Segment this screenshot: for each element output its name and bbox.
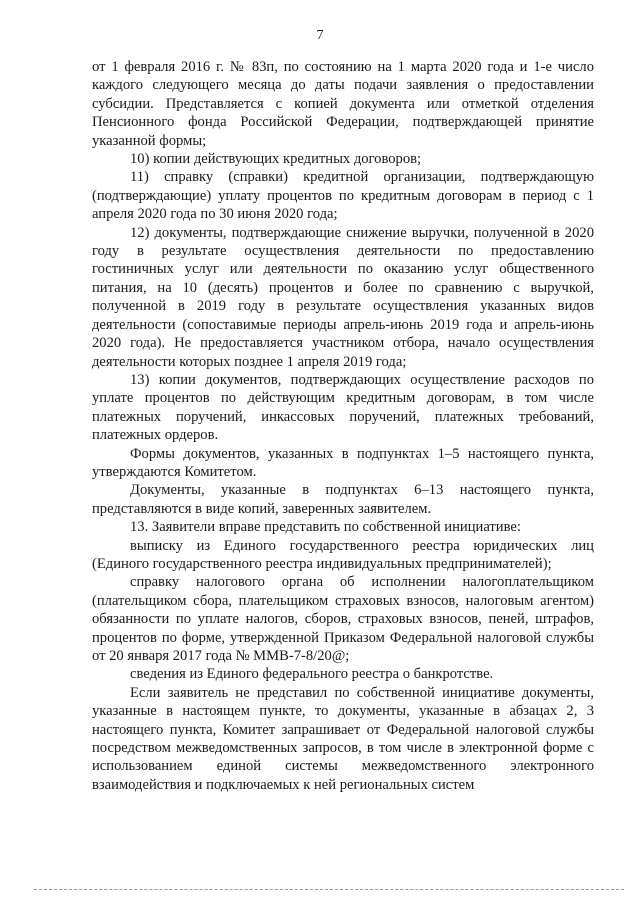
paragraph-tax-certificate: справку налогового органа об исполнении налогоплательщиком (плательщиком сбора, плательщиком страховых взносов, налоговым агентом) обязанности по уплате налогов, сборов, страховых взносов, пеней, штрафов, процентов по форме, утвержденной Приказом Федеральной налоговой службы от 20 января 2017 года № ММВ-7-8/20@; — [92, 574, 594, 664]
paragraph-forms-approval: Формы документов, указанных в подпунктах 1–5 настоящего пункта, утверждаются Комитетом. — [92, 445, 594, 480]
paragraph-interagency-requests: Если заявитель не представил по собственной инициативе документы, указанные в настоящем пункте, то документы, указанные в абзацах 2, 3 настоящего пункта, Комитет запрашивает от Федеральной налоговой службы посредством межведомственных запросов, в том числе в электронной форме с использованием единой системы межведомственного электронного взаимодействия и подключаемых к ней региональных систем — [92, 684, 594, 793]
footer-divider — [34, 889, 624, 890]
paragraph-egrul-extract: выписку из Единого государственного реестра юридических лиц (Единого государственного реестра индивидуальных предпринимателей); — [92, 537, 594, 572]
document-body — [92, 58, 594, 794]
paragraph-bankruptcy-register: сведения из Единого федерального реестра о банкротстве. — [130, 666, 494, 683]
paragraph-item-11: 11) справку (справки) кредитной организации, подтверждающую (подтверждающие) уплату процентов по кредитным договорам в период с 1 апреля 2020 года по 30 июня 2020 года; — [92, 169, 594, 223]
paragraph-item-12: 12) документы, подтверждающие снижение выручки, полученной в 2020 году в результате осуществления деятельности по предоставлению гостиничных услуг или деятельности по оказанию услуг общественного питания, на 10 (десять) процентов и более по сравнению с выручкой, полученной в 2019 году в результате осуществления указанных видов деятельности (сопоставимые периоды апрель-июнь 2019 года и апрель-июнь 2020 года). Не предоставляется участником отбора, начало осуществления деятельности которых позднее 1 апреля 2019 года; — [92, 224, 594, 370]
paragraph-continuation: от 1 февраля 2016 г. № 83п, по состоянию на 1 марта 2020 года и 1-е число каждого следующего месяца до даты подачи заявления о предоставлении субсидии. Представляется с копией документа или отметкой отделения Пенсионного фонда Российской Федерации, подтверждающей принятие указанной формы; — [92, 59, 594, 149]
paragraph-item-10: 10) копии действующих кредитных договоров; — [130, 151, 422, 168]
page-number: 7 — [316, 28, 324, 43]
paragraph-copies: Документы, указанные в подпунктах 6–13 настоящего пункта, представляются в виде копий, заверенных заявителем. — [92, 482, 594, 517]
paragraph-item-13: 13) копии документов, подтверждающих осуществление расходов по уплате процентов по действующим кредитным договорам, в том числе платежных поручений, инкассовых поручений, платежных требований, платежных ордеров. — [92, 371, 594, 444]
paragraph-clause-13: 13. Заявители вправе представить по собственной инициативе: — [130, 519, 521, 536]
